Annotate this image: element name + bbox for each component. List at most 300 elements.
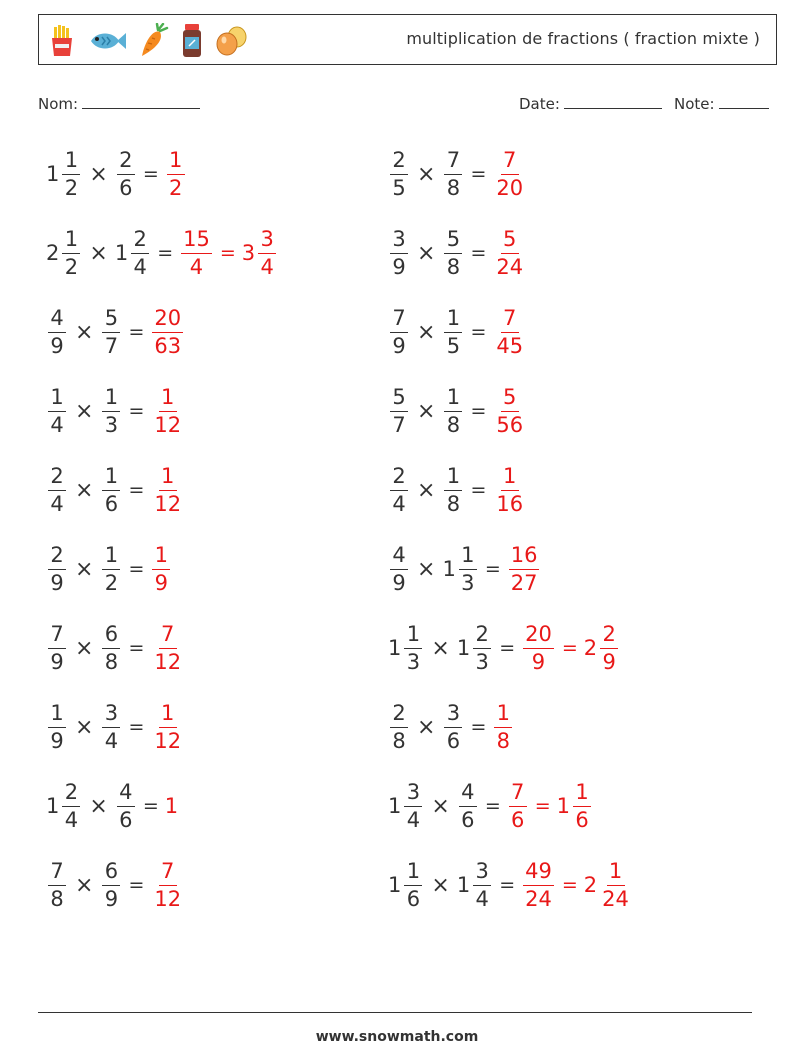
denominator: 24 (525, 886, 552, 911)
times-sign: × (417, 556, 436, 582)
times-sign: × (75, 872, 94, 898)
numerator: 7 (444, 150, 462, 175)
factor-a (388, 226, 410, 279)
problem-item (388, 460, 527, 520)
equals-sign: = (561, 874, 578, 896)
equals-sign: = (128, 716, 145, 738)
factor-a (388, 463, 410, 516)
denominator: 2 (64, 254, 79, 279)
times-sign: × (417, 477, 436, 503)
numerator: 5 (501, 387, 519, 412)
denominator: 9 (154, 570, 169, 595)
fraction (573, 779, 591, 832)
factor-a (46, 542, 68, 595)
numerator: 2 (48, 545, 66, 570)
times-sign: × (417, 240, 436, 266)
numerator: 2 (390, 703, 408, 728)
numerator: 7 (48, 861, 66, 886)
denominator: 3 (475, 649, 489, 674)
denominator: 4 (406, 807, 421, 832)
problem-item (388, 776, 593, 836)
whole-number: 1 (456, 873, 471, 897)
fraction (494, 147, 525, 200)
denominator: 3 (406, 649, 421, 674)
numerator: 6 (102, 624, 120, 649)
answer-term (165, 794, 179, 818)
numerator: 7 (501, 308, 519, 333)
fish-icon (87, 28, 127, 54)
fraction (390, 226, 408, 279)
equals-sign: = (128, 321, 145, 343)
factor-b (114, 226, 151, 279)
answer (492, 147, 527, 200)
fraction (48, 700, 66, 753)
whole-number: 1 (388, 636, 402, 660)
factor-b (100, 621, 122, 674)
fraction (102, 858, 120, 911)
numerator: 3 (473, 861, 491, 886)
times-sign: × (417, 398, 436, 424)
whole-number: 1 (556, 794, 571, 818)
factor-b (115, 779, 137, 832)
denominator: 4 (189, 254, 204, 279)
denominator: 20 (496, 175, 524, 200)
denominator: 9 (50, 649, 64, 674)
factor-b (442, 305, 464, 358)
fraction (152, 700, 183, 753)
factor-b (442, 542, 478, 595)
denominator: 24 (602, 886, 629, 911)
denominator: 4 (133, 254, 147, 279)
factor-a (388, 779, 424, 832)
answer-term (556, 779, 593, 832)
factor-b (100, 305, 122, 358)
problem-item (46, 776, 179, 836)
fraction (509, 779, 527, 832)
answer-term (507, 542, 542, 595)
denominator: 9 (50, 570, 64, 595)
answer (150, 542, 172, 595)
denominator: 12 (154, 412, 182, 437)
numerator: 1 (573, 782, 591, 807)
numerator: 5 (444, 229, 462, 254)
problem-item (46, 144, 187, 204)
factor-a (388, 384, 410, 437)
name-field (38, 94, 200, 113)
equals-sign: = (128, 558, 145, 580)
factor-a (46, 305, 68, 358)
equals-sign: = (561, 637, 578, 659)
denominator: 4 (104, 728, 119, 753)
denominator: 4 (475, 886, 489, 911)
fraction (404, 858, 422, 911)
note-field (674, 94, 769, 113)
factor-b (456, 858, 493, 911)
fraction (102, 542, 120, 595)
denominator: 12 (154, 491, 182, 516)
fraction (494, 305, 525, 358)
name-label: Nom: (38, 95, 79, 113)
fraction (404, 621, 422, 674)
fraction (444, 305, 462, 358)
answer-term (583, 858, 633, 911)
factor-b (100, 700, 122, 753)
fraction (523, 621, 554, 674)
fraction (444, 147, 462, 200)
fraction (494, 463, 525, 516)
denominator: 4 (50, 491, 64, 516)
equals-sign: = (470, 163, 487, 185)
factor-b (100, 463, 122, 516)
denominator: 8 (446, 175, 461, 200)
numerator: 1 (494, 703, 512, 728)
fraction (48, 621, 66, 674)
fraction (167, 147, 185, 200)
fraction (102, 305, 120, 358)
fraction (117, 779, 135, 832)
footer-divider (38, 1012, 752, 1013)
equals-sign: = (470, 242, 487, 264)
times-sign: × (75, 319, 94, 345)
numerator: 2 (62, 782, 80, 807)
problem-item (388, 381, 527, 441)
whole-number: 1 (46, 162, 60, 186)
header-icons (49, 22, 249, 60)
numerator: 1 (159, 387, 177, 412)
fraction (152, 621, 183, 674)
numerator: 1 (444, 308, 462, 333)
fraction (523, 858, 554, 911)
answer (179, 226, 278, 279)
answer (492, 384, 527, 437)
fraction (152, 463, 183, 516)
fraction (473, 858, 491, 911)
numerator: 1 (404, 624, 422, 649)
denominator: 7 (392, 412, 406, 437)
date-label: Date: (519, 95, 560, 113)
answer (507, 779, 593, 832)
fraction (390, 542, 408, 595)
times-sign: × (431, 793, 450, 819)
denominator: 6 (446, 728, 461, 753)
problem-item (46, 223, 278, 283)
factor-b (100, 542, 122, 595)
factor-a (388, 147, 410, 200)
times-sign: × (75, 714, 94, 740)
equals-sign: = (128, 874, 145, 896)
denominator: 8 (446, 254, 461, 279)
equals-sign: = (534, 795, 551, 817)
answer (521, 621, 620, 674)
numerator: 2 (390, 466, 408, 491)
numerator: 1 (62, 150, 80, 175)
problem-item (46, 697, 185, 757)
date-blank[interactable] (564, 94, 662, 109)
equals-sign: = (499, 637, 516, 659)
numerator: 4 (117, 782, 135, 807)
denominator: 4 (64, 807, 79, 832)
answer-term (150, 700, 185, 753)
fraction (404, 779, 422, 832)
problem-item (388, 855, 633, 915)
jar-icon (181, 23, 203, 59)
numerator: 7 (48, 624, 66, 649)
answer (165, 147, 187, 200)
numerator: 3 (390, 229, 408, 254)
denominator: 12 (154, 886, 182, 911)
numerator: 1 (459, 545, 477, 570)
denominator: 6 (119, 807, 133, 832)
denominator: 9 (392, 254, 406, 279)
fraction (102, 700, 120, 753)
answer (521, 858, 633, 911)
fraction (444, 463, 462, 516)
times-sign: × (431, 635, 450, 661)
whole-number: 3 (241, 241, 256, 265)
answer-term (492, 700, 514, 753)
header-box (38, 14, 777, 65)
factor-a (388, 542, 410, 595)
problem-item (388, 618, 620, 678)
denominator: 9 (104, 886, 119, 911)
answer (150, 858, 185, 911)
times-sign: × (89, 793, 108, 819)
denominator: 6 (119, 175, 133, 200)
footer-url[interactable]: www.snowmath.com (315, 1029, 479, 1045)
denominator: 45 (496, 333, 524, 358)
fraction (62, 779, 80, 832)
equals-sign: = (128, 479, 145, 501)
factor-b (100, 384, 122, 437)
numerator: 1 (102, 387, 120, 412)
whole-number: 2 (583, 873, 598, 897)
problem-item (46, 539, 172, 599)
times-sign: × (431, 872, 450, 898)
problem-item (46, 460, 185, 520)
equals-sign: = (484, 558, 501, 580)
times-sign: × (89, 161, 108, 187)
denominator: 7 (104, 333, 119, 358)
fraction (48, 384, 66, 437)
fraction (600, 621, 618, 674)
answer-term (150, 305, 185, 358)
whole-number: 2 (46, 241, 60, 265)
answer (507, 542, 542, 595)
answer-term (492, 305, 527, 358)
factor-b (115, 147, 137, 200)
factor-a (388, 621, 424, 674)
answer (150, 700, 185, 753)
problem-item (388, 697, 514, 757)
worksheet-title: multiplication de fractions ( fraction mixte ) (406, 29, 760, 48)
times-sign: × (75, 398, 94, 424)
fries-icon (49, 24, 75, 58)
denominator: 9 (602, 649, 616, 674)
denominator: 4 (50, 412, 64, 437)
denominator: 4 (392, 491, 406, 516)
times-sign: × (75, 635, 94, 661)
denominator: 9 (392, 333, 406, 358)
problem-item (46, 302, 185, 362)
numerator: 1 (444, 387, 462, 412)
denominator: 24 (496, 254, 524, 279)
factor-b (442, 700, 464, 753)
numerator: 3 (404, 782, 422, 807)
answer-term (150, 384, 185, 437)
numerator: 1 (501, 466, 519, 491)
equals-sign: = (499, 874, 516, 896)
fraction (258, 226, 276, 279)
numerator: 1 (404, 861, 422, 886)
numerator: 1 (152, 545, 170, 570)
answer (150, 621, 185, 674)
answer-term (521, 621, 556, 674)
numerator: 2 (473, 624, 491, 649)
fraction (48, 542, 66, 595)
answer (492, 700, 514, 753)
factor-b (442, 463, 464, 516)
denominator: 27 (510, 570, 538, 595)
numerator: 4 (390, 545, 408, 570)
equals-sign: = (128, 637, 145, 659)
whole-number: 1 (388, 873, 402, 897)
times-sign: × (75, 556, 94, 582)
note-label: Note: (674, 95, 715, 113)
eggs-icon (215, 25, 249, 57)
numerator: 2 (600, 624, 618, 649)
denominator: 8 (392, 728, 406, 753)
numerator: 1 (102, 545, 120, 570)
problem-item (388, 223, 527, 283)
numerator: 3 (444, 703, 462, 728)
fraction (102, 621, 120, 674)
times-sign: × (417, 161, 436, 187)
denominator: 6 (104, 491, 119, 516)
numerator: 7 (159, 624, 177, 649)
fraction (444, 384, 462, 437)
denominator: 9 (50, 333, 64, 358)
problem-item (388, 539, 541, 599)
times-sign: × (75, 477, 94, 503)
factor-a (388, 858, 424, 911)
fraction (459, 542, 477, 595)
numerator: 3 (258, 229, 276, 254)
fraction (152, 542, 170, 595)
factor-a (46, 700, 68, 753)
factor-b (442, 147, 464, 200)
problem-item (388, 144, 527, 204)
numerator: 2 (117, 150, 135, 175)
answer-term (150, 542, 172, 595)
numerator: 1 (159, 703, 177, 728)
fraction (62, 147, 80, 200)
fraction (152, 384, 183, 437)
problem-item (46, 855, 185, 915)
fraction (181, 226, 212, 279)
name-blank[interactable] (82, 94, 200, 109)
fraction (152, 305, 183, 358)
fraction (102, 463, 120, 516)
fraction (600, 858, 631, 911)
whole-number: 1 (388, 794, 402, 818)
answer-term (150, 463, 185, 516)
answer-term (521, 858, 556, 911)
factor-b (456, 621, 493, 674)
fraction (48, 858, 66, 911)
numerator: 2 (131, 229, 149, 254)
denominator: 8 (496, 728, 511, 753)
note-blank[interactable] (719, 94, 769, 109)
denominator: 6 (575, 807, 589, 832)
factor-a (46, 226, 82, 279)
denominator: 8 (50, 886, 64, 911)
denominator: 6 (406, 886, 421, 911)
denominator: 3 (461, 570, 475, 595)
equals-sign: = (142, 795, 159, 817)
problem-item (46, 381, 185, 441)
numerator: 49 (523, 861, 554, 886)
numerator: 1 (444, 466, 462, 491)
numerator: 1 (48, 703, 66, 728)
fraction (102, 384, 120, 437)
date-field (519, 94, 662, 113)
numerator: 16 (509, 545, 540, 570)
factor-a (46, 147, 82, 200)
numerator: 1 (48, 387, 66, 412)
factor-b (100, 858, 122, 911)
numerator: 7 (509, 782, 527, 807)
denominator: 8 (446, 491, 461, 516)
fraction (509, 542, 540, 595)
numerator: 5 (390, 387, 408, 412)
factor-b (442, 226, 464, 279)
numerator: 5 (501, 229, 519, 254)
denominator: 6 (511, 807, 525, 832)
denominator: 3 (104, 412, 119, 437)
fraction (390, 305, 408, 358)
answer-term (507, 779, 529, 832)
whole-number: 1 (442, 557, 456, 581)
equals-sign: = (142, 163, 159, 185)
numerator: 15 (181, 229, 212, 254)
numerator: 5 (102, 308, 120, 333)
answer-term (492, 226, 527, 279)
denominator: 2 (169, 175, 183, 200)
fraction (473, 621, 491, 674)
fraction (62, 226, 80, 279)
answer-term (241, 226, 278, 279)
factor-b (442, 384, 464, 437)
answer-term (492, 147, 527, 200)
numerator: 6 (102, 861, 120, 886)
factor-a (46, 384, 68, 437)
answer (150, 463, 185, 516)
answer-term (492, 384, 527, 437)
equals-sign: = (470, 400, 487, 422)
answer-term (583, 621, 620, 674)
numerator: 7 (501, 150, 519, 175)
equals-sign: = (470, 716, 487, 738)
fraction (494, 226, 525, 279)
equals-sign: = (219, 242, 236, 264)
whole-number: 1 (46, 794, 60, 818)
times-sign: × (89, 240, 108, 266)
denominator: 12 (154, 649, 182, 674)
whole-number: 1 (114, 241, 129, 265)
problem-item (46, 618, 185, 678)
denominator: 16 (496, 491, 524, 516)
factor-a (46, 858, 68, 911)
